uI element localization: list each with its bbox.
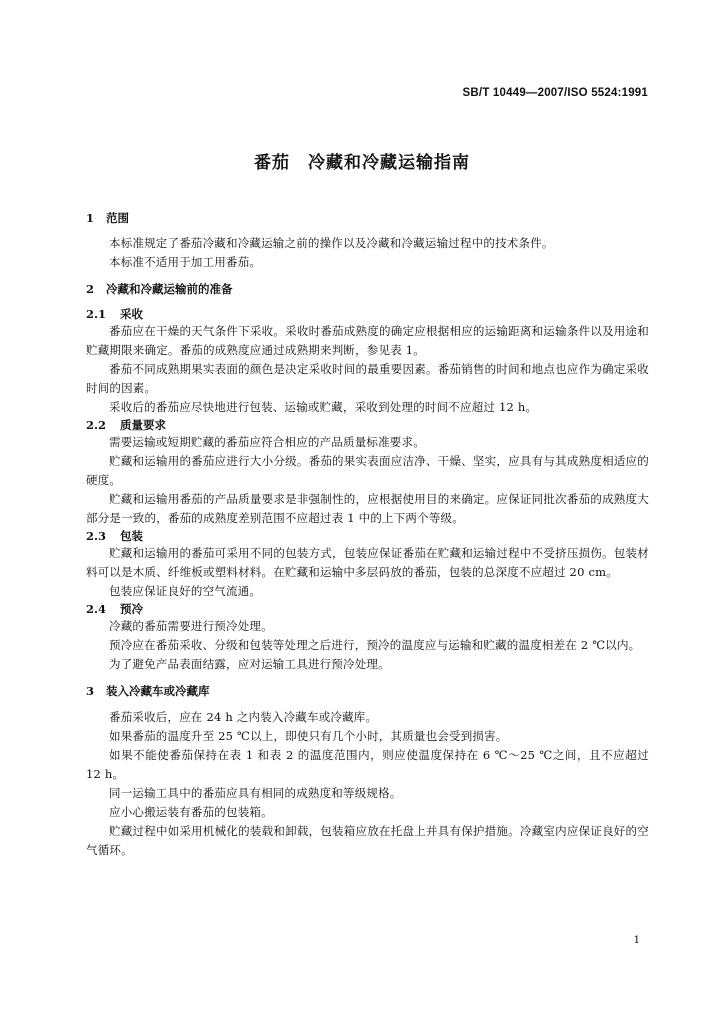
- standard-code: SB/T 10449—2007/ISO 5524:1991: [462, 87, 648, 99]
- paragraph: 贮藏过程中如采用机械化的装载和卸载，包装箱应放在托盘上并具有保护措施。冷藏室内应保证良好的空气循环。: [86, 824, 649, 857]
- paragraph: 应小心搬运装有番茄的包装箱。: [109, 805, 273, 819]
- paragraph: 贮藏和运输用的番茄应进行大小分级。番茄的果实表面应洁净、干燥、坚实，应具有与其成熟度相适应的硬度。: [86, 454, 649, 487]
- subsection-heading-2-1: 2.1 采收: [86, 307, 143, 321]
- title-part1: 番茄: [254, 153, 290, 173]
- paragraph: 贮藏和运输用的番茄可采用不同的包装方式，包装应保证番茄在贮藏和运输过程中不受挤压损伤。包装材料可以是木质、纤维板或塑料材料。在贮藏和运输中多层码放的番茄，包装的总深度不应超过 20 cm。: [86, 546, 649, 579]
- paragraph: 预冷应在番茄采收、分级和包装等处理之后进行，预冷的温度应与运输和贮藏的温度相差在 2 ℃以内。: [109, 638, 641, 652]
- paragraph: 如果不能使番茄保持在表 1 和表 2 的温度范围内，则应使温度保持在 6 ℃～25 ℃之间，且不应超过 12 h。: [86, 748, 649, 781]
- paragraph: 如果番茄的温度升至 25 ℃以上，即使只有几个小时，其质量也会受到损害。: [109, 729, 508, 743]
- paragraph: 番茄采收后，应在 24 h 之内装入冷藏车或冷藏库。: [109, 710, 378, 724]
- document-title: [0, 148, 724, 173]
- subsection-heading-2-2: 2.2 质量要求: [86, 418, 166, 432]
- title-part2: 冷藏和冷藏运输指南: [308, 153, 470, 173]
- section-heading-3: 3 装入冷藏车或冷藏库: [86, 684, 210, 698]
- paragraph: 包装应保证良好的空气流通。: [109, 584, 262, 598]
- document-body: [86, 210, 649, 860]
- paragraph: 番茄不同成熟期果实表面的颜色是决定采收时间的最重要因素。番茄销售的时间和地点也应作为确定采收时间的因素。: [86, 362, 649, 395]
- page-number: 1: [633, 935, 640, 946]
- paragraph: 同一运输工具中的番茄应具有相同的成熟度和等级规格。: [109, 786, 402, 800]
- subsection-heading-2-3: 2.3 包装: [86, 529, 143, 543]
- subsection-heading-2-4: 2.4 预冷: [86, 602, 143, 616]
- paragraph: 贮藏和运输用番茄的产品质量要求是非强制性的，应根据使用目的来确定。应保证同批次番茄的成熟度大部分是一致的，番茄的成熟度差别范围不应超过表 1 中的上下两个等级。: [86, 492, 649, 525]
- paragraph: 为了避免产品表面结露，应对运输工具进行预冷处理。: [109, 657, 390, 671]
- section-heading-1: 1 范围: [86, 211, 129, 225]
- paragraph: 本标准不适用于加工用番茄。: [109, 255, 262, 269]
- paragraph: 番茄应在干燥的天气条件下采收。采收时番茄成熟度的确定应根据相应的运输距离和运输条件以及用途和贮藏期限来确定。番茄的成熟度应通过成熟期来判断，参见表 1。: [86, 324, 649, 357]
- paragraph: 本标准规定了番茄冷藏和冷藏运输之前的操作以及冷藏和冷藏运输过程中的技术条件。: [109, 236, 554, 250]
- section-heading-2: 2 冷藏和冷藏运输前的准备: [86, 282, 233, 296]
- paragraph: 需要运输或短期贮藏的番茄应符合相应的产品质量标准要求。: [109, 435, 425, 449]
- paragraph: 冷藏的番茄需要进行预冷处理。: [109, 619, 273, 633]
- paragraph: 采收后的番茄应尽快地进行包装、运输或贮藏，采收到处理的时间不应超过 12 h。: [109, 400, 538, 414]
